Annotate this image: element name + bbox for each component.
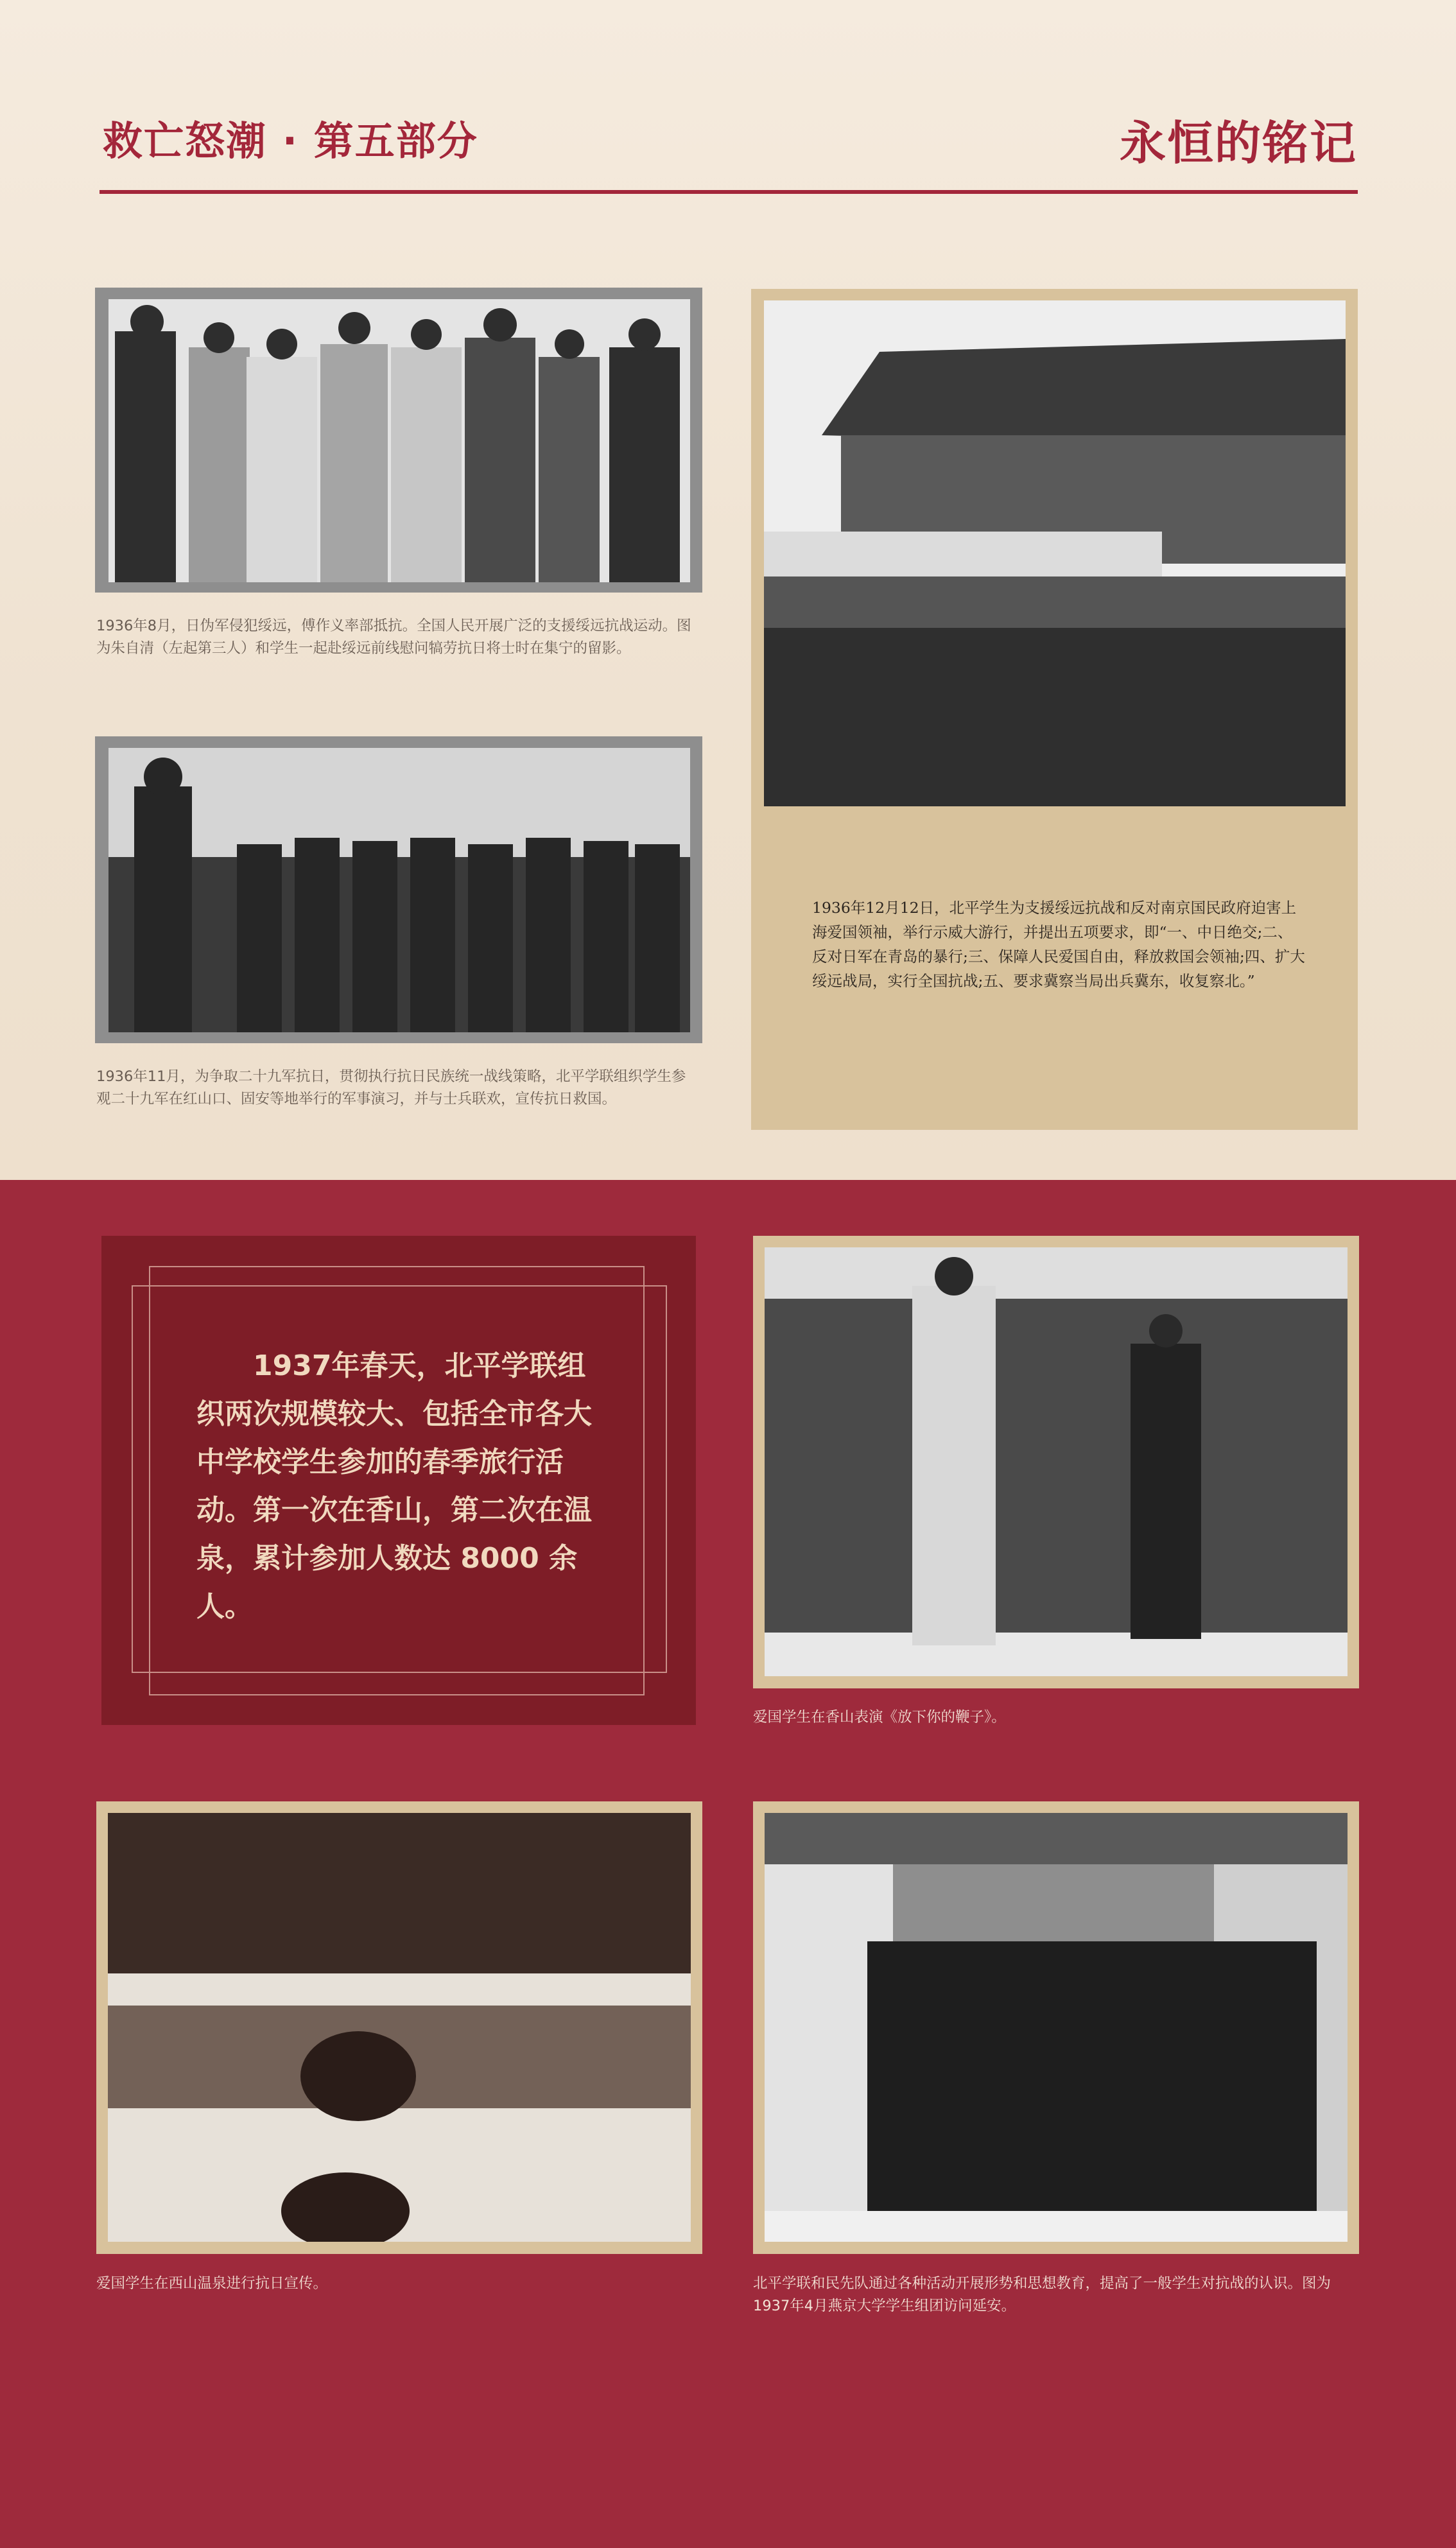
caption-photo4: 爱国学生在香山表演《放下你的鞭子》。 xyxy=(753,1709,1006,1726)
photo-suiyuan-portrait xyxy=(108,299,690,582)
header-divider xyxy=(100,190,1358,194)
caption-photo2: 1936年11月，为争取二十九军抗日，贯彻执行抗日民族统一战线策略，北平学联组织学生参观二十九军在红山口、固安等地举行的军事演习，并与士兵联欢，宣传抗日救国。 xyxy=(96,1068,686,1107)
photo-demonstration xyxy=(764,300,1346,806)
photo-xishan-propaganda xyxy=(108,1813,691,2242)
photo-29th-army xyxy=(108,748,690,1032)
photo-xiangshan-performance xyxy=(765,1247,1348,1676)
caption-photo3: 1936年12月12日，北平学生为支援绥远抗战和反对南京国民政府迫害上海爱国领袖，举行示威大游行，并提出五项要求，即“一、中日绝交;二、反对日军在青岛的暴行;三、保障人民爱国自由，释放救国会领袖;四、扩大绥远战局，实行全国抗战;五、要求冀察当局出兵冀东，收复察北。” xyxy=(812,899,1305,990)
page-title: 永恒的铭记 xyxy=(1119,116,1357,170)
caption-photo6: 北平学联和民先队通过各种活动开展形势和思想教育，提高了一般学生对抗战的认识。图为1937年4月燕京大学学生组团访问延安。 xyxy=(753,2275,1331,2314)
section-title: 救亡怒潮 · 第五部分 xyxy=(103,117,478,164)
quote-text: 1937年春天，北平学联组织两次规模较大、包括全市各大中学校学生参加的春季旅行活动。第一次在香山，第二次在温泉，累计参加人数达 8000 余人。 xyxy=(196,1349,592,1623)
caption-photo5: 爱国学生在西山温泉进行抗日宣传。 xyxy=(96,2275,328,2292)
caption-photo1: 1936年8月，日伪军侵犯绥远，傅作义率部抵抗。全国人民开展广泛的支援绥远抗战运动。图为朱自清（左起第三人）和学生一起赴绥远前线慰问犒劳抗日将士时在集宁的留影。 xyxy=(96,618,691,657)
photo-yanan-visit xyxy=(765,1813,1348,2242)
